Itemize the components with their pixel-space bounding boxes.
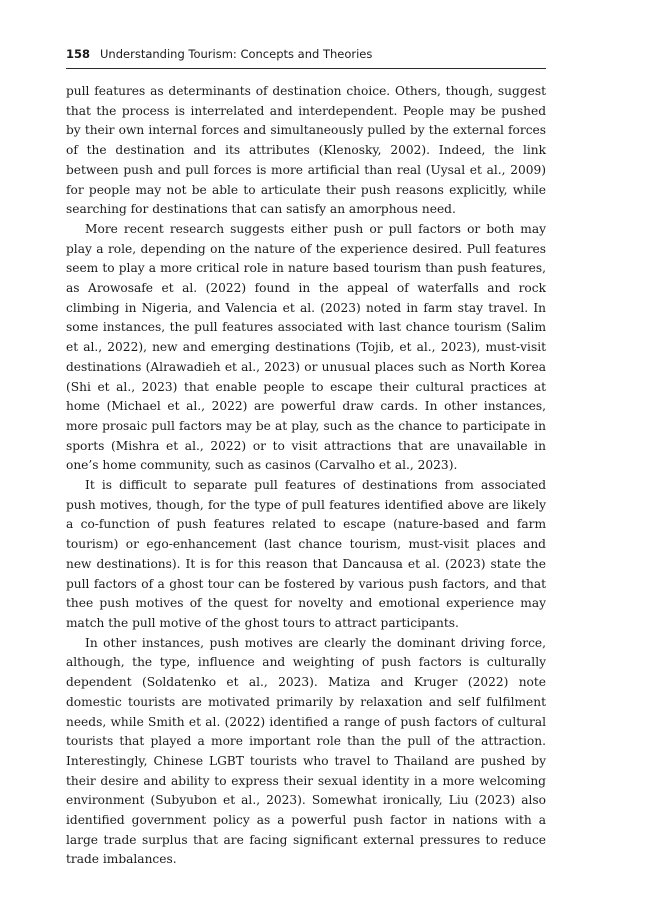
paragraph-2: More recent research suggests either push or pull factors or both may play a role, depending on the nature of the experience desired. Pull features seem to play a more critical role in nature based tourism than push features, as Arowosafe et al. (2022) found in the appeal of waterfalls and rock climbing in Nigeria, and Valencia et al. (2023) noted in farm stay travel. In some instances, the pull features associated with last chance tourism (Salim et al., 2022), new and emerging destinations (Tojib, et al., 2023), must-visit destinations (Alrawadieh et al., 2023) or unusual places such as North Korea (Shi et al., 2023) that enable people to escape their cultural practices at home (Michael et al., 2022) are powerful draw cards. In other instances, more prosaic pull factors may be at play, such as the chance to participate in sports (Mishra et al., 2022) or to visit attractions that are unavailable in one’s home community, such as casinos (Carvalho et al., 2023). [66,221,546,473]
paragraph-3: It is difficult to separate pull features of destinations from associated push motives, though, for the type of pull features identified above are likely a co-function of push features related to escape (nature-based and farm tourism) or ego-enhancement (last chance tourism, must-visit places and new destinations). It is for this reason that Dancausa et al. (2023) state the pull factors of a ghost tour can be fostered by various push factors, and that thee push motives of the quest for novelty and emotional experience may match the pull motive of the ghost tours to attract participants. [66,478,546,630]
running-header [66,47,546,67]
page-number: 158 [66,47,91,61]
header-rule [66,68,546,69]
running-title: Understanding Tourism: Concepts and Theories [100,47,373,61]
paragraph-1: pull features as determinants of destination choice. Others, though, suggest that the process is interrelated and interdependent. People may be pushed by their own internal forces and simultaneously pulled by the external forces of the destination and its attributes (Klenosky, 2002). Indeed, the link between push and pull forces is more artificial than real (Uysal et al., 2009) for people may not be able to articulate their push reasons explicitly, while searching for destinations that can satisfy an amorphous need. [66,84,546,217]
body-text [66,82,546,870]
paragraph-4: In other instances, push motives are clearly the dominant driving force, although, the type, influence and weighting of push factors is culturally dependent (Soldatenko et al., 2023). Matiza and Kruger (2022) note domestic tourists are motivated primarily by relaxation and self fulfilment needs, while Smith et al. (2022) identified a range of push factors of cultural tourists that played a more important role than the pull of the attraction. Interestingly, Chinese LGBT tourists who travel to Thailand are pushed by their desire and ability to express their sexual identity in a more welcoming environment (Subyubon et al., 2023). Somewhat ironically, Liu (2023) also identified government policy as a powerful push factor in nations with a large trade surplus that are facing significant external pressures to reduce trade imbalances. [66,635,546,867]
